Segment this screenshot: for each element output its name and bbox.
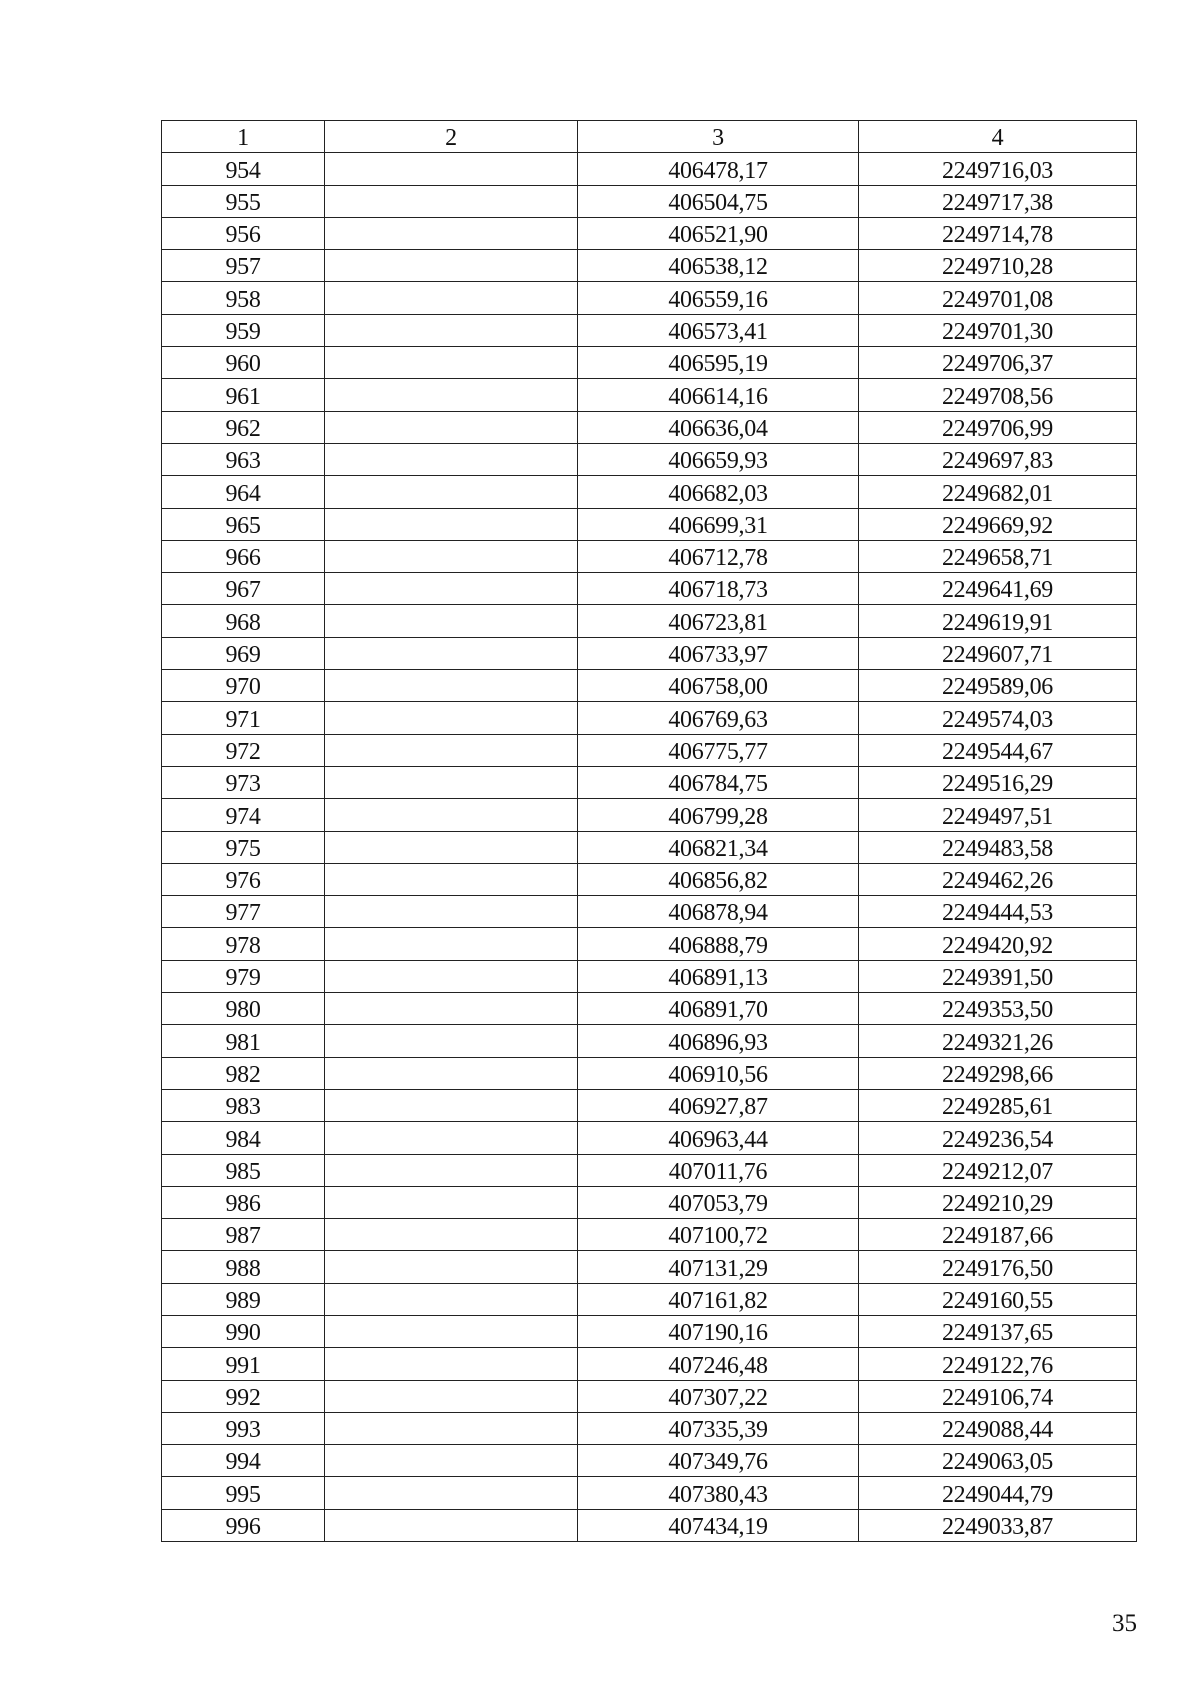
table-row: [162, 411, 1137, 443]
table-body: [162, 153, 1137, 1542]
x-coordinate-cell: 406573,41: [578, 314, 859, 346]
table-row: [162, 314, 1137, 346]
x-coordinate-cell: 406478,17: [578, 153, 859, 185]
x-coordinate-cell: 406659,93: [578, 443, 859, 475]
empty-cell: [325, 1251, 578, 1283]
table-row: [162, 540, 1137, 572]
y-coordinate-cell: 2249516,29: [859, 766, 1137, 798]
table-row: [162, 153, 1137, 185]
empty-cell: [325, 863, 578, 895]
y-coordinate-cell: 2249176,50: [859, 1251, 1137, 1283]
x-coordinate-cell: 406963,44: [578, 1122, 859, 1154]
point-number-cell: 980: [162, 993, 325, 1025]
empty-cell: [325, 314, 578, 346]
table-row: [162, 1057, 1137, 1089]
header-col-3: 3: [578, 121, 859, 153]
y-coordinate-cell: 2249497,51: [859, 799, 1137, 831]
empty-cell: [325, 1509, 578, 1541]
table-row: [162, 1412, 1137, 1444]
y-coordinate-cell: 2249285,61: [859, 1089, 1137, 1121]
y-coordinate-cell: 2249044,79: [859, 1477, 1137, 1509]
point-number-cell: 984: [162, 1122, 325, 1154]
x-coordinate-cell: 406636,04: [578, 411, 859, 443]
table-row: [162, 702, 1137, 734]
y-coordinate-cell: 2249420,92: [859, 928, 1137, 960]
x-coordinate-cell: 406718,73: [578, 573, 859, 605]
x-coordinate-cell: 407131,29: [578, 1251, 859, 1283]
point-number-cell: 972: [162, 734, 325, 766]
y-coordinate-cell: 2249033,87: [859, 1509, 1137, 1541]
table-row: [162, 1154, 1137, 1186]
table-row: [162, 379, 1137, 411]
y-coordinate-cell: 2249063,05: [859, 1445, 1137, 1477]
point-number-cell: 995: [162, 1477, 325, 1509]
table-row: [162, 928, 1137, 960]
y-coordinate-cell: 2249682,01: [859, 476, 1137, 508]
empty-cell: [325, 993, 578, 1025]
empty-cell: [325, 605, 578, 637]
empty-cell: [325, 443, 578, 475]
empty-cell: [325, 508, 578, 540]
table-row: [162, 1283, 1137, 1315]
empty-cell: [325, 734, 578, 766]
empty-cell: [325, 540, 578, 572]
point-number-cell: 985: [162, 1154, 325, 1186]
x-coordinate-cell: 406595,19: [578, 347, 859, 379]
x-coordinate-cell: 406799,28: [578, 799, 859, 831]
y-coordinate-cell: 2249716,03: [859, 153, 1137, 185]
x-coordinate-cell: 407307,22: [578, 1380, 859, 1412]
empty-cell: [325, 185, 578, 217]
table-row: [162, 476, 1137, 508]
x-coordinate-cell: 406521,90: [578, 217, 859, 249]
x-coordinate-cell: 407161,82: [578, 1283, 859, 1315]
x-coordinate-cell: 406699,31: [578, 508, 859, 540]
point-number-cell: 959: [162, 314, 325, 346]
empty-cell: [325, 1025, 578, 1057]
x-coordinate-cell: 406723,81: [578, 605, 859, 637]
table-row: [162, 1025, 1137, 1057]
empty-cell: [325, 1154, 578, 1186]
table-row: [162, 863, 1137, 895]
empty-cell: [325, 1283, 578, 1315]
empty-cell: [325, 1057, 578, 1089]
y-coordinate-cell: 2249697,83: [859, 443, 1137, 475]
empty-cell: [325, 379, 578, 411]
empty-cell: [325, 960, 578, 992]
table-row: [162, 282, 1137, 314]
y-coordinate-cell: 2249106,74: [859, 1380, 1137, 1412]
point-number-cell: 962: [162, 411, 325, 443]
x-coordinate-cell: 406891,13: [578, 960, 859, 992]
point-number-cell: 956: [162, 217, 325, 249]
empty-cell: [325, 1412, 578, 1444]
empty-cell: [325, 831, 578, 863]
x-coordinate-cell: 407190,16: [578, 1315, 859, 1347]
empty-cell: [325, 1380, 578, 1412]
x-coordinate-cell: 406888,79: [578, 928, 859, 960]
x-coordinate-cell: 406878,94: [578, 896, 859, 928]
table-row: [162, 960, 1137, 992]
empty-cell: [325, 928, 578, 960]
empty-cell: [325, 1445, 578, 1477]
table-row: [162, 734, 1137, 766]
point-number-cell: 992: [162, 1380, 325, 1412]
x-coordinate-cell: 406758,00: [578, 670, 859, 702]
point-number-cell: 981: [162, 1025, 325, 1057]
x-coordinate-cell: 406821,34: [578, 831, 859, 863]
x-coordinate-cell: 406733,97: [578, 637, 859, 669]
point-number-cell: 963: [162, 443, 325, 475]
table-row: [162, 670, 1137, 702]
empty-cell: [325, 1122, 578, 1154]
point-number-cell: 988: [162, 1251, 325, 1283]
point-number-cell: 967: [162, 573, 325, 605]
y-coordinate-cell: 2249210,29: [859, 1186, 1137, 1218]
point-number-cell: 960: [162, 347, 325, 379]
table-row: [162, 1186, 1137, 1218]
table-row: [162, 831, 1137, 863]
y-coordinate-cell: 2249589,06: [859, 670, 1137, 702]
x-coordinate-cell: 406784,75: [578, 766, 859, 798]
x-coordinate-cell: 407349,76: [578, 1445, 859, 1477]
point-number-cell: 971: [162, 702, 325, 734]
table-row: [162, 1089, 1137, 1121]
empty-cell: [325, 347, 578, 379]
table-row: [162, 1122, 1137, 1154]
y-coordinate-cell: 2249706,99: [859, 411, 1137, 443]
y-coordinate-cell: 2249212,07: [859, 1154, 1137, 1186]
y-coordinate-cell: 2249710,28: [859, 250, 1137, 282]
empty-cell: [325, 573, 578, 605]
table-row: [162, 347, 1137, 379]
table-row: [162, 1509, 1137, 1541]
y-coordinate-cell: 2249462,26: [859, 863, 1137, 895]
point-number-cell: 964: [162, 476, 325, 508]
empty-cell: [325, 476, 578, 508]
empty-cell: [325, 799, 578, 831]
x-coordinate-cell: 407335,39: [578, 1412, 859, 1444]
y-coordinate-cell: 2249669,92: [859, 508, 1137, 540]
x-coordinate-cell: 407380,43: [578, 1477, 859, 1509]
y-coordinate-cell: 2249298,66: [859, 1057, 1137, 1089]
x-coordinate-cell: 406559,16: [578, 282, 859, 314]
table-row: [162, 1445, 1137, 1477]
x-coordinate-cell: 407100,72: [578, 1219, 859, 1251]
point-number-cell: 979: [162, 960, 325, 992]
y-coordinate-cell: 2249483,58: [859, 831, 1137, 863]
point-number-cell: 973: [162, 766, 325, 798]
empty-cell: [325, 766, 578, 798]
y-coordinate-cell: 2249658,71: [859, 540, 1137, 572]
point-number-cell: 989: [162, 1283, 325, 1315]
point-number-cell: 986: [162, 1186, 325, 1218]
point-number-cell: 969: [162, 637, 325, 669]
y-coordinate-cell: 2249619,91: [859, 605, 1137, 637]
empty-cell: [325, 670, 578, 702]
empty-cell: [325, 702, 578, 734]
y-coordinate-cell: 2249353,50: [859, 993, 1137, 1025]
table-row: [162, 637, 1137, 669]
x-coordinate-cell: 406504,75: [578, 185, 859, 217]
x-coordinate-cell: 406775,77: [578, 734, 859, 766]
point-number-cell: 983: [162, 1089, 325, 1121]
point-number-cell: 991: [162, 1348, 325, 1380]
empty-cell: [325, 896, 578, 928]
x-coordinate-cell: 407434,19: [578, 1509, 859, 1541]
y-coordinate-cell: 2249717,38: [859, 185, 1137, 217]
table-row: [162, 1348, 1137, 1380]
point-number-cell: 957: [162, 250, 325, 282]
point-number-cell: 955: [162, 185, 325, 217]
y-coordinate-cell: 2249708,56: [859, 379, 1137, 411]
table-row: [162, 766, 1137, 798]
point-number-cell: 966: [162, 540, 325, 572]
point-number-cell: 970: [162, 670, 325, 702]
y-coordinate-cell: 2249701,08: [859, 282, 1137, 314]
point-number-cell: 978: [162, 928, 325, 960]
table-row: [162, 1219, 1137, 1251]
y-coordinate-cell: 2249701,30: [859, 314, 1137, 346]
y-coordinate-cell: 2249122,76: [859, 1348, 1137, 1380]
y-coordinate-cell: 2249088,44: [859, 1412, 1137, 1444]
point-number-cell: 961: [162, 379, 325, 411]
x-coordinate-cell: 407053,79: [578, 1186, 859, 1218]
table-row: [162, 993, 1137, 1025]
empty-cell: [325, 282, 578, 314]
point-number-cell: 976: [162, 863, 325, 895]
empty-cell: [325, 637, 578, 669]
point-number-cell: 954: [162, 153, 325, 185]
point-number-cell: 994: [162, 1445, 325, 1477]
y-coordinate-cell: 2249607,71: [859, 637, 1137, 669]
y-coordinate-cell: 2249444,53: [859, 896, 1137, 928]
point-number-cell: 987: [162, 1219, 325, 1251]
page-number: 35: [1112, 1610, 1137, 1637]
x-coordinate-cell: 406682,03: [578, 476, 859, 508]
empty-cell: [325, 1315, 578, 1347]
table-row: [162, 573, 1137, 605]
table-row: [162, 1380, 1137, 1412]
x-coordinate-cell: 406891,70: [578, 993, 859, 1025]
table-row: [162, 250, 1137, 282]
point-number-cell: 982: [162, 1057, 325, 1089]
table-row: [162, 896, 1137, 928]
header-col-1: 1: [162, 121, 325, 153]
table-row: [162, 508, 1137, 540]
empty-cell: [325, 153, 578, 185]
coordinates-table: [161, 120, 1137, 1542]
point-number-cell: 990: [162, 1315, 325, 1347]
empty-cell: [325, 1089, 578, 1121]
table-row: [162, 1251, 1137, 1283]
empty-cell: [325, 411, 578, 443]
point-number-cell: 996: [162, 1509, 325, 1541]
table-row: [162, 1477, 1137, 1509]
point-number-cell: 965: [162, 508, 325, 540]
x-coordinate-cell: 406927,87: [578, 1089, 859, 1121]
x-coordinate-cell: 406856,82: [578, 863, 859, 895]
empty-cell: [325, 1219, 578, 1251]
empty-cell: [325, 250, 578, 282]
x-coordinate-cell: 406769,63: [578, 702, 859, 734]
x-coordinate-cell: 406614,16: [578, 379, 859, 411]
point-number-cell: 977: [162, 896, 325, 928]
x-coordinate-cell: 407011,76: [578, 1154, 859, 1186]
point-number-cell: 958: [162, 282, 325, 314]
y-coordinate-cell: 2249544,67: [859, 734, 1137, 766]
point-number-cell: 968: [162, 605, 325, 637]
x-coordinate-cell: 406538,12: [578, 250, 859, 282]
empty-cell: [325, 217, 578, 249]
point-number-cell: 993: [162, 1412, 325, 1444]
y-coordinate-cell: 2249187,66: [859, 1219, 1137, 1251]
table-row: [162, 217, 1137, 249]
x-coordinate-cell: 406910,56: [578, 1057, 859, 1089]
x-coordinate-cell: 406896,93: [578, 1025, 859, 1057]
y-coordinate-cell: 2249321,26: [859, 1025, 1137, 1057]
table-header: [162, 121, 1137, 153]
table-row: [162, 1315, 1137, 1347]
empty-cell: [325, 1477, 578, 1509]
y-coordinate-cell: 2249137,65: [859, 1315, 1137, 1347]
point-number-cell: 974: [162, 799, 325, 831]
y-coordinate-cell: 2249706,37: [859, 347, 1137, 379]
table-row: [162, 799, 1137, 831]
empty-cell: [325, 1186, 578, 1218]
table-row: [162, 605, 1137, 637]
header-col-4: 4: [859, 121, 1137, 153]
y-coordinate-cell: 2249574,03: [859, 702, 1137, 734]
point-number-cell: 975: [162, 831, 325, 863]
x-coordinate-cell: 406712,78: [578, 540, 859, 572]
y-coordinate-cell: 2249160,55: [859, 1283, 1137, 1315]
y-coordinate-cell: 2249236,54: [859, 1122, 1137, 1154]
table-row: [162, 185, 1137, 217]
table-row: [162, 443, 1137, 475]
empty-cell: [325, 1348, 578, 1380]
y-coordinate-cell: 2249391,50: [859, 960, 1137, 992]
header-col-2: 2: [325, 121, 578, 153]
y-coordinate-cell: 2249641,69: [859, 573, 1137, 605]
x-coordinate-cell: 407246,48: [578, 1348, 859, 1380]
y-coordinate-cell: 2249714,78: [859, 217, 1137, 249]
header-row: [162, 121, 1137, 153]
